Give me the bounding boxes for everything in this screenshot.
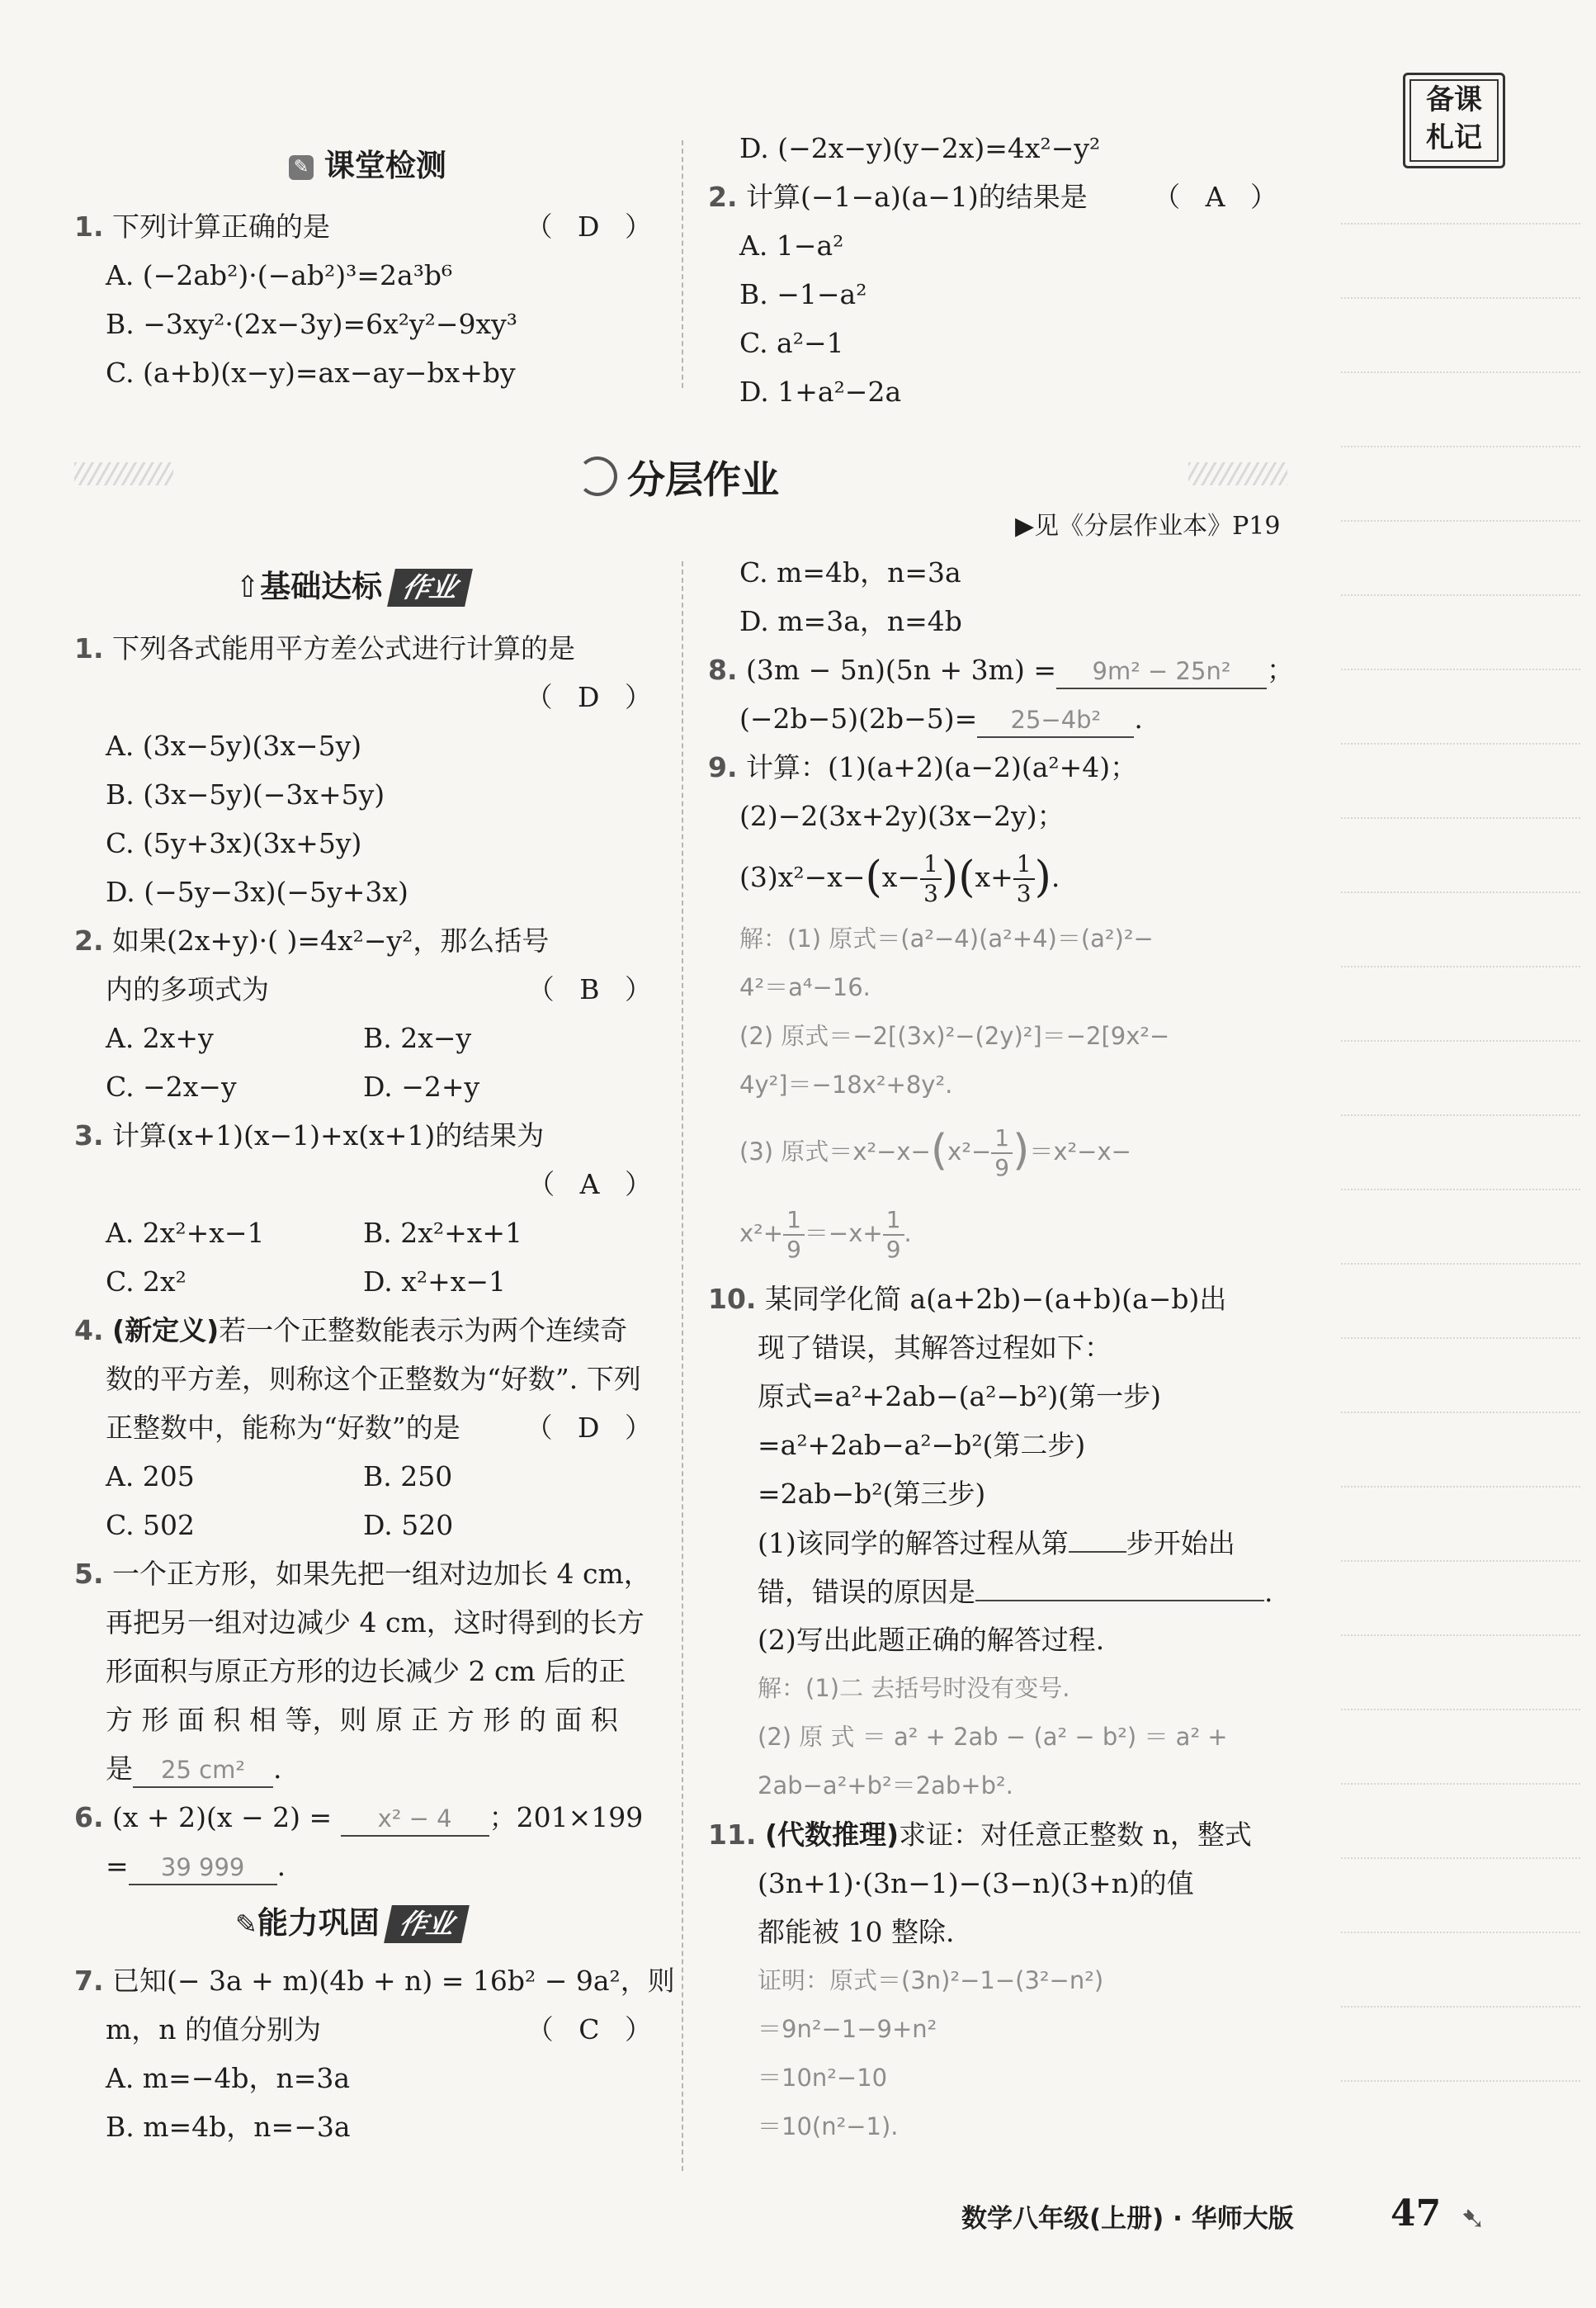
note-line — [1341, 892, 1580, 893]
answer-blank: 25 cm² — [133, 1753, 273, 1788]
question-text: 如果(2x+y)·( )=4x²−y²，那么括号 — [112, 925, 550, 957]
solution-line: ＝10(n²−1). — [758, 2112, 899, 2140]
option-b: B. m=4b，n=−3a — [106, 2111, 351, 2143]
classroom-check-title: 课堂检测 — [323, 148, 446, 183]
classroom-q1 — [74, 202, 660, 397]
question-text: 现了错误，其解答过程如下： — [758, 1331, 1112, 1364]
up-arrow-icon: ⇧ — [235, 570, 261, 604]
question-text — [708, 840, 1294, 915]
option-c: C. a²−1 — [739, 327, 844, 359]
question-text: 数的平方差，则称这个正整数为“好数”. 下列 — [106, 1363, 641, 1395]
paren: ( — [865, 853, 882, 902]
question-number: 2. — [74, 925, 104, 957]
answer-choice: （ D ） — [525, 681, 660, 713]
answer-choice: （ A ） — [1153, 181, 1286, 213]
question-text: (3m − 5n)(5n + 3m) = — [746, 654, 1056, 686]
note-line — [1341, 223, 1580, 225]
notes-box — [1403, 73, 1505, 168]
note-line — [1341, 1857, 1580, 1859]
option-a: A. 1−a² — [739, 229, 844, 262]
punctuation: ； — [1266, 654, 1294, 686]
page-number: 47 — [1391, 2192, 1442, 2235]
punctuation: . — [273, 1752, 282, 1785]
question-number: 1. — [74, 210, 104, 243]
note-line — [1341, 2080, 1580, 2082]
paren: ( — [958, 853, 975, 902]
question-text: 若一个正整数能表示为两个连续奇 — [219, 1314, 628, 1346]
numerator: 1 — [783, 1208, 805, 1236]
question-text: 求证：对任意正整数 n，整式 — [899, 1818, 1252, 1851]
note-line — [1341, 966, 1580, 967]
numerator: 1 — [1013, 853, 1035, 880]
solution-line: 2ab−a²+b²＝2ab+b². — [758, 1771, 1013, 1800]
note-line — [1341, 1114, 1580, 1116]
question-number: 6. — [74, 1801, 104, 1833]
question-text: 正整数中，能称为“好数”的是 — [106, 1412, 460, 1444]
question-text: 错，错误的原因是 — [758, 1576, 975, 1608]
question-text: (2)−2(3x+2y)(3x−2y)； — [739, 800, 1065, 832]
fraction — [920, 850, 942, 907]
option-d: D. (−2x−y)(y−2x)=4x²−y² — [739, 132, 1101, 164]
notes-label-1: 备课 — [1426, 83, 1482, 116]
classroom-q2 — [708, 124, 1286, 416]
punctuation: . — [276, 1850, 286, 1882]
note-line — [1341, 1040, 1580, 1042]
option-b: B. 2x²+x+1 — [363, 1217, 522, 1249]
answer-choice: （ D ） — [525, 210, 660, 243]
answer-choice: （ C ） — [526, 2013, 660, 2046]
answer-blank: 9m² − 25n² — [1056, 655, 1267, 689]
formula-part: x²+ — [739, 1219, 784, 1247]
denominator: 9 — [994, 1154, 1010, 1181]
option-d: D. (−5y−3x)(−5y+3x) — [106, 876, 408, 908]
note-line — [1341, 1783, 1580, 1785]
option-c: C. m=4b，n=3a — [739, 556, 961, 589]
pencil-icon: ✎ — [289, 155, 314, 180]
question-tag: (新定义) — [112, 1314, 220, 1346]
option-b: B. 2x−y — [363, 1022, 472, 1054]
solution-line: (2) 原式＝−2[(3x)²−(2y)²]＝−2[9x²− — [739, 1022, 1170, 1050]
question-text: 是 — [106, 1752, 133, 1785]
note-line — [1341, 817, 1580, 819]
question-number: 10. — [708, 1283, 757, 1315]
option-a: A. m=−4b，n=3a — [106, 2062, 351, 2094]
option-a: A. 2x²+x−1 — [106, 1217, 265, 1249]
option-c: C. 2x² — [106, 1265, 187, 1298]
option-c: C. 502 — [106, 1509, 196, 1541]
question-number: 1. — [74, 632, 104, 664]
footer-book-title: 数学八年级(上册) · 华师大版 — [961, 2204, 1294, 2234]
answer-blank — [1069, 1518, 1126, 1553]
classroom-check-header — [289, 140, 446, 185]
note-line — [1341, 1189, 1580, 1190]
fraction — [1013, 850, 1035, 907]
question-text: 形面积与原正方形的边长减少 2 cm 后的正 — [106, 1655, 626, 1687]
solution-line: ＝9n²−1−9+n² — [758, 2015, 937, 2043]
corner-arrow-icon: ➷ — [1461, 2202, 1486, 2236]
note-line — [1341, 594, 1580, 596]
option-c: C. −2x−y — [106, 1071, 237, 1103]
solution-line: 证明：原式＝(3n)²−1−(3²−n²) — [758, 1966, 1104, 1994]
question-number: 4. — [74, 1314, 104, 1346]
formula-part: ＝x²−x− — [1029, 1137, 1131, 1166]
ability-level-title: 能力巩固 — [257, 1905, 380, 1941]
answer-blank: x² − 4 — [341, 1802, 489, 1837]
note-line — [1341, 520, 1580, 522]
numerator: 1 — [920, 853, 942, 880]
numerator: 1 — [883, 1208, 904, 1236]
note-line — [1341, 1932, 1580, 1933]
banner-stripe-left — [74, 462, 173, 485]
homework-tag: 作业 — [387, 569, 473, 607]
denominator: 9 — [885, 1236, 901, 1263]
solution-line: 解：(1)二 去括号时没有变号. — [758, 1674, 1070, 1702]
question-text: 某同学化简 a(a+2b)−(a+b)(a−b)出 — [764, 1283, 1227, 1315]
formula-part: (3) 原式＝x²−x− — [739, 1137, 931, 1166]
pen-icon: ✎ — [235, 1908, 257, 1940]
option-d: D. x²+x−1 — [363, 1265, 507, 1298]
numerator: 1 — [991, 1127, 1013, 1154]
solution-line: 4²＝a⁴−16. — [739, 973, 871, 1001]
question-text: 一个正方形，如果先把一组对边加长 4 cm， — [112, 1558, 651, 1590]
question-text: 计算(−1−a)(a−1)的结果是 — [746, 181, 1088, 213]
question-number: 3. — [74, 1119, 104, 1152]
question-text: (x + 2)(x − 2) = — [112, 1801, 341, 1833]
question-number: 7. — [74, 1965, 104, 1997]
note-line — [1341, 1709, 1580, 1710]
question-text: 再把另一组对边减少 4 cm，这时得到的长方 — [106, 1606, 645, 1639]
answer-blank: 25−4b² — [977, 703, 1134, 738]
note-line — [1341, 743, 1580, 745]
basic-level-label — [235, 561, 469, 607]
question-number: 9. — [708, 751, 738, 783]
formula-part: ＝−x+ — [804, 1219, 883, 1247]
note-line — [1341, 1263, 1580, 1265]
fraction — [883, 1208, 904, 1261]
option-d: D. 520 — [363, 1509, 454, 1541]
formula-part: (3)x²−x− — [739, 861, 866, 893]
question-tag: (代数推理) — [764, 1818, 900, 1851]
paren: ( — [930, 1126, 948, 1175]
question-text: 都能被 10 整除. — [758, 1916, 955, 1948]
question-text: = — [106, 1850, 129, 1882]
denominator: 9 — [786, 1236, 801, 1263]
notes-label-2: 札记 — [1426, 121, 1482, 154]
question-text: =2ab−b²(第三步) — [758, 1478, 986, 1510]
option-b: B. −3xy²·(2x−3y)=6x²y²−9xy³ — [106, 308, 517, 340]
paren: ) — [1034, 853, 1051, 902]
column-divider — [682, 140, 683, 388]
fraction — [991, 1124, 1013, 1181]
denominator: 3 — [1016, 880, 1032, 907]
option-c: C. (a+b)(x−y)=ax−ay−bx+by — [106, 357, 516, 389]
question-text: 内的多项式为 — [106, 973, 269, 1005]
question-number: 2. — [708, 181, 738, 213]
question-text: (3n+1)·(3n−1)−(3−n)(3+n)的值 — [758, 1867, 1194, 1899]
question-text: m，n 的值分别为 — [106, 2013, 322, 2046]
option-b: B. 250 — [363, 1460, 453, 1492]
question-number: 11. — [708, 1818, 757, 1851]
punctuation: . — [1264, 1576, 1273, 1608]
question-text: (1)该同学的解答过程从第 — [758, 1527, 1069, 1559]
option-a: A. 205 — [106, 1460, 195, 1492]
note-line — [1341, 446, 1580, 447]
swirl-icon — [578, 456, 617, 496]
left-column — [74, 624, 675, 2151]
column-divider — [682, 561, 683, 2171]
note-line — [1341, 371, 1580, 373]
question-text: 下列计算正确的是 — [112, 210, 330, 243]
question-text: =a²+2ab−a²−b²(第二步) — [758, 1429, 1086, 1461]
question-text: (2)写出此题正确的解答过程. — [758, 1624, 1105, 1656]
option-d: D. −2+y — [363, 1071, 480, 1103]
note-line — [1341, 1560, 1580, 1562]
answer-blank: 39 999 — [129, 1851, 277, 1885]
homework-banner — [578, 450, 779, 504]
formula-part: x+ — [975, 861, 1013, 893]
answer-choice: （ B ） — [526, 973, 660, 1005]
answer-blank — [975, 1567, 1264, 1601]
option-c: C. (5y+3x)(3x+5y) — [106, 827, 362, 859]
option-d: D. 1+a²−2a — [739, 376, 902, 408]
question-text: 原式=a²+2ab−(a²−b²)(第一步) — [758, 1380, 1162, 1412]
punctuation: . — [1134, 702, 1143, 735]
question-text: 已知(− 3a + m)(4b + n) = 16b² − 9a²，则 — [112, 1965, 675, 1997]
question-text: 计算：(1)(a+2)(a−2)(a²+4)； — [746, 751, 1138, 783]
punctuation: . — [1051, 861, 1060, 893]
solution-line: 解：(1) 原式＝(a²−4)(a²+4)＝(a²)²− — [739, 925, 1154, 953]
punctuation: . — [904, 1219, 912, 1247]
fraction — [783, 1208, 805, 1261]
solution-line: ＝10n²−10 — [758, 2064, 888, 2092]
denominator: 3 — [923, 880, 938, 907]
homework-title: 分层作业 — [627, 457, 779, 502]
question-text: (−2b−5)(2b−5)= — [739, 702, 978, 735]
question-text: ；201×199 — [489, 1801, 644, 1833]
note-line — [1341, 669, 1580, 670]
banner-stripe-right — [1188, 462, 1287, 485]
right-column — [708, 548, 1294, 2151]
question-text: 步开始出 — [1126, 1527, 1235, 1559]
formula-part: x²− — [947, 1137, 992, 1166]
question-text: 下列各式能用平方差公式进行计算的是 — [112, 632, 575, 664]
solution-line — [708, 1109, 1294, 1192]
solution-line — [708, 1192, 1294, 1275]
question-number: 5. — [74, 1558, 104, 1590]
note-line — [1341, 2006, 1580, 2008]
note-line — [1341, 1634, 1580, 1636]
option-a: A. (3x−5y)(3x−5y) — [106, 730, 362, 762]
question-text: 计算(x+1)(x−1)+x(x+1)的结果为 — [112, 1119, 545, 1152]
paren: ) — [941, 853, 959, 902]
answer-choice: （ A ） — [527, 1168, 660, 1200]
note-line — [1341, 297, 1580, 299]
option-d: D. m=3a，n=4b — [739, 605, 962, 637]
answer-choice: （ D ） — [525, 1412, 660, 1444]
homework-tag: 作业 — [384, 1905, 470, 1943]
formula-part: x− — [881, 861, 921, 893]
question-number: 8. — [708, 654, 738, 686]
solution-line: (2) 原 式 ＝ a² + 2ab − (a² − b²) ＝ a² + — [758, 1723, 1228, 1751]
option-a: A. 2x+y — [106, 1022, 214, 1054]
note-line — [1341, 1412, 1580, 1413]
note-line — [1341, 1337, 1580, 1339]
question-text: 方 形 面 积 相 等，则 原 正 方 形 的 面 积 — [106, 1704, 618, 1736]
paren: ) — [1013, 1126, 1030, 1175]
homework-reference: ▶见《分层作业本》P19 — [1015, 512, 1281, 541]
note-line — [1341, 1486, 1580, 1487]
option-b: B. −1−a² — [739, 278, 867, 310]
basic-level-title: 基础达标 — [260, 569, 383, 604]
solution-line: 4y²]＝−18x²+8y². — [739, 1071, 953, 1099]
option-a: A. (−2ab²)·(−ab²)³=2a³b⁶ — [106, 259, 453, 291]
ability-level-label — [74, 1890, 660, 1956]
option-b: B. (3x−5y)(−3x+5y) — [106, 778, 385, 811]
